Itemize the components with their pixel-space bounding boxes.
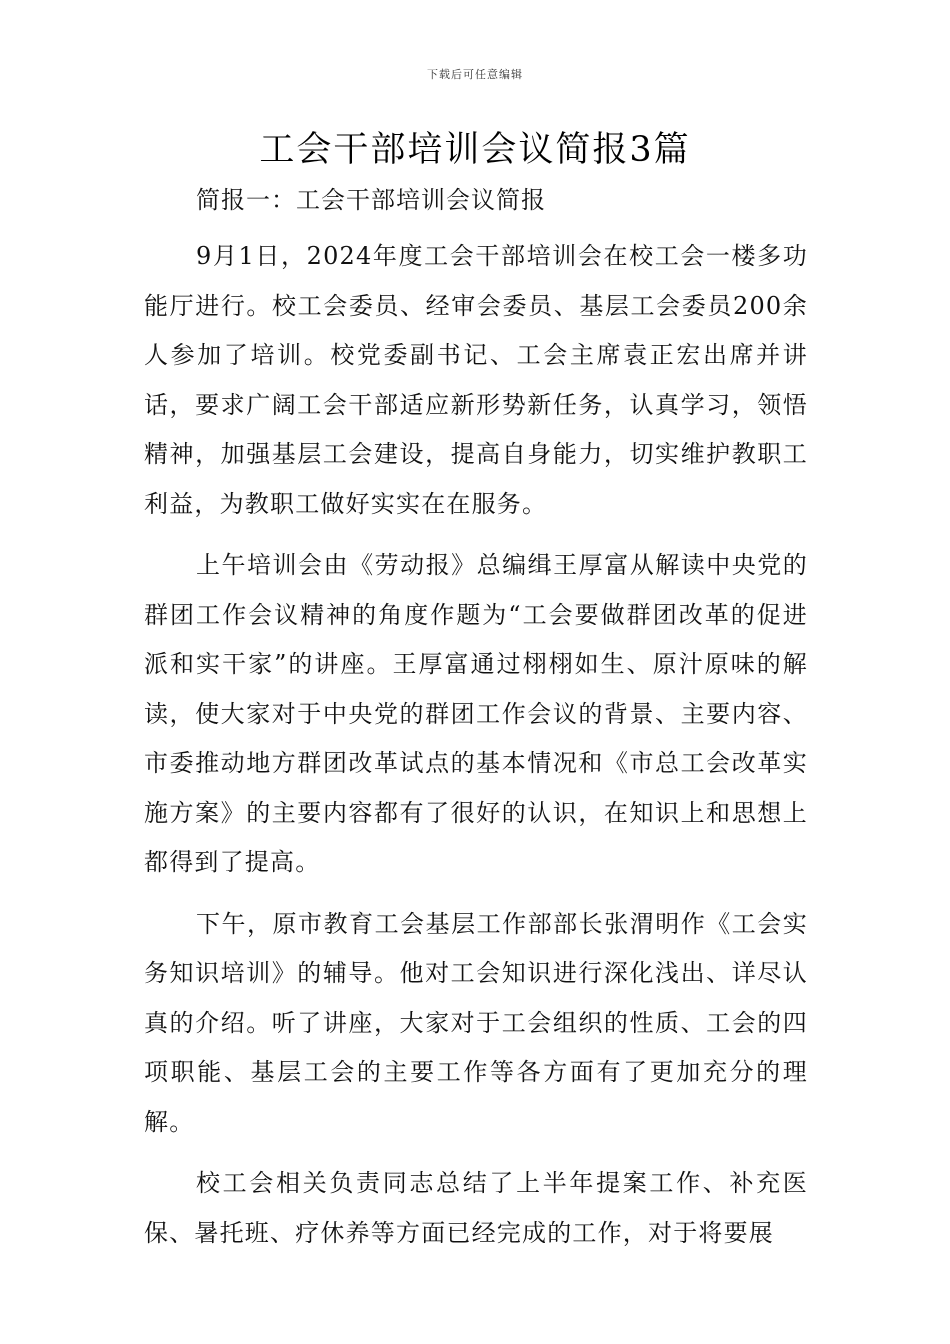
subheading: 简报一：工会干部培训会议简报 — [196, 186, 546, 214]
paragraph-1: 9月1日，2024年度工会干部培训会在校工会一楼多功能厅进行。校工会委员、经审会委员、基层工会委员200余人参加了培训。校党委副书记、工会主席袁正宏出席并讲话，要求广阔工会干部适应新形势新任务，认真学习，领悟精神，加强基层工会建设，提高自身能力，切实维护教职工利益，为教职工做好实实在在服务。 — [144, 242, 808, 518]
paragraph-3: 下午，原市教育工会基层工作部部长张渭明作《工会实务知识培训》的辅导。他对工会知识进行深化浅出、详尽认真的介绍。听了讲座，大家对于工会组织的性质、工会的四项职能、基层工会的主要工作等各方面有了更加充分的理解。 — [144, 909, 808, 1136]
document-title: 工会干部培训会议简报3篇 — [259, 130, 691, 170]
paragraph-2: 上午培训会由《劳动报》总编缉王厚富从解读中央党的群团工作会议精神的角度作题为“工会要做群团改革的促进派和实干家”的讲座。王厚富通过栩栩如生、原汁原味的解读，使大家对于中央党的群团工作会议的背景、主要内容、市委推动地方群团改革试点的基本情况和《市总工会改革实施方案》的主要内容都有了很好的认识，在知识上和思想上都得到了提高。 — [144, 551, 808, 876]
page-header: 下载后可任意编辑 — [427, 68, 523, 81]
paragraph-4: 校工会相关负责同志总结了上半年提案工作、补充医保、暑托班、疗休养等方面已经完成的工作，对于将要展 — [144, 1169, 808, 1247]
document-body — [144, 178, 808, 1270]
